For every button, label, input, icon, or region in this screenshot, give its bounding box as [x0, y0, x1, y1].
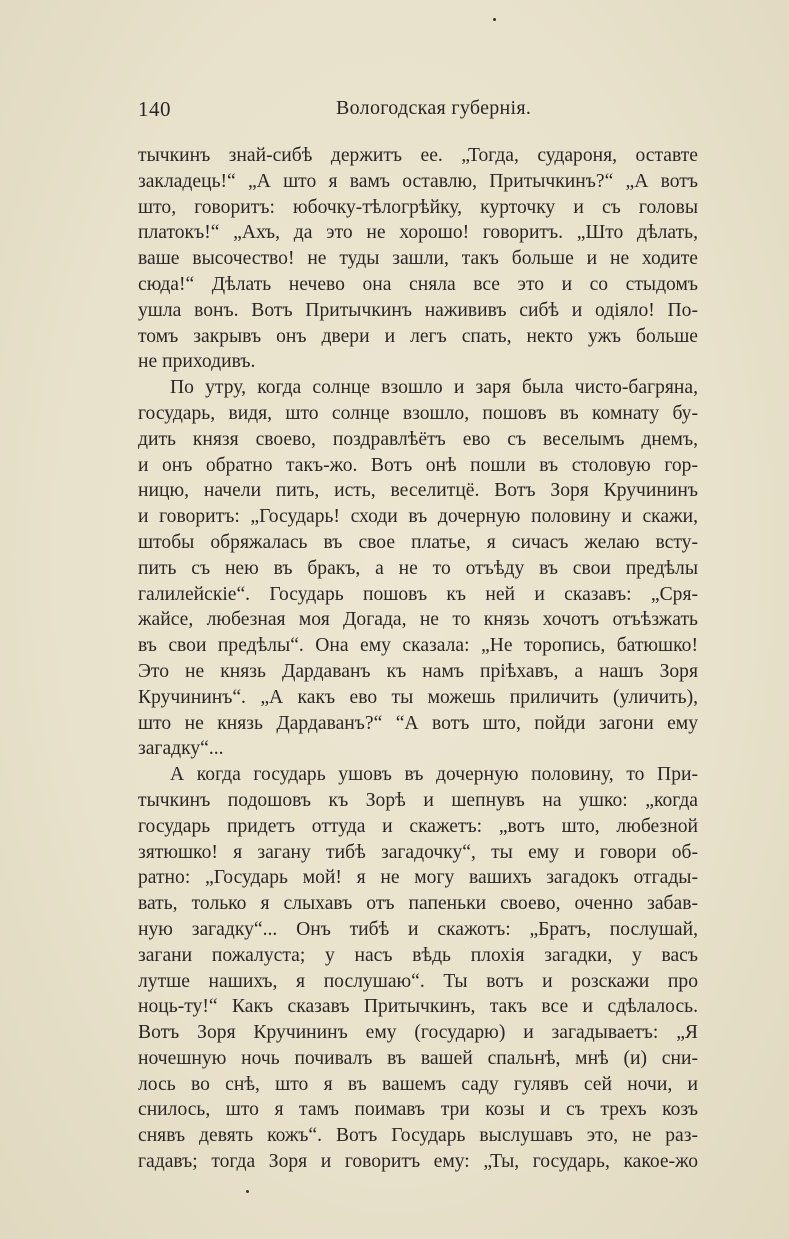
text-line: зятюшко! я загану тибѣ загадочку“, ты ему и говори об- [138, 841, 698, 863]
text-line: дить князя своево, поздравлѣётъ ево съ веселымъ днемъ, [138, 428, 698, 450]
text-line: Это не князь Дардаванъ къ намъ пріѣхавъ, а нашъ Зоря [138, 660, 698, 682]
text-line: закладець!“ „А што я вамъ оставлю, Притычкинъ?“ „А вотъ [138, 170, 698, 192]
text-line: вать, только я слыхавъ отъ папеньки своево, оченно забав- [138, 893, 698, 915]
page-number: 140 [138, 97, 171, 121]
text-line: што не князь Дардаванъ?“ “А вотъ што, пойди загони ему [138, 712, 698, 734]
text-line: галилейскіе“. Государь пошовъ къ ней и сказавъ: „Сря- [138, 583, 698, 605]
text-line: снилось, што я тамъ поимавъ три козы и съ трехъ козъ [138, 1099, 698, 1121]
text-line: штобы обряжалась въ свое платье, я сичасъ желаю всту- [138, 531, 698, 553]
text-line: ратно: „Государь мой! я не могу вашихъ загадокъ отгады- [138, 867, 698, 889]
text-line: По утру, когда солнце взошло и заря была чисто-багряна, [170, 377, 698, 399]
text-line: ночешную ночь почивалъ въ вашей спальнѣ, мнѣ (и) сни- [138, 1047, 698, 1069]
text-line: ушла вонъ. Вотъ Притычкинъ нажививъ сибѣ и одіяло! По- [138, 299, 698, 321]
text-line: гадавъ; тогда Зоря и говоритъ ему: „Ты, государь, какое-жо [138, 1151, 698, 1173]
text-line: ноць-ту!“ Какъ сказавъ Притычкинъ, такъ все и сдѣлалось. [138, 996, 698, 1018]
paper-speck [493, 18, 496, 21]
text-line: А когда государь ушовъ въ дочерную половину, то При- [170, 764, 698, 786]
text-line: не приходивъ. [138, 351, 256, 373]
text-line: тычкинъ подошовъ къ Зорѣ и шепнувъ на ушко: „когда [138, 789, 698, 811]
paper-speck [246, 1190, 249, 1193]
text-line: Кручининъ“. „А какъ ево ты можешь приличить (уличить), [138, 686, 698, 708]
text-line: ную загадку“... Онъ тибѣ и скажотъ: „Братъ, послушай, [138, 918, 698, 940]
text-line: и говоритъ: „Государь! сходи въ дочерную половину и скажи, [138, 506, 698, 528]
text-line: и онъ обратно такъ-жо. Вотъ онѣ пошли въ столовую гор- [138, 454, 698, 476]
text-line: снявъ девять кожъ“. Вотъ Государь выслушавъ это, не раз- [138, 1125, 698, 1147]
text-line: ницю, начели пить, исть, веселитцё. Вотъ Зоря Кручининъ [138, 480, 698, 502]
running-title: Вологодская губернія. [336, 97, 532, 119]
text-line: платокъ!“ „Ахъ, да это не хорошо! говоритъ. „Што дѣлать, [138, 222, 698, 244]
page-header [138, 97, 698, 127]
text-line: ваше высочество! не туды зашли, такъ больше и не ходите [138, 248, 698, 270]
text-line: што, говоритъ: юбочку-тѣлогрѣйку, курточку и съ головы [138, 196, 698, 218]
text-line: лось во снѣ, што я въ вашемъ саду гулявъ сей ночи, и [138, 1073, 698, 1095]
text-line: въ свои предѣлы“. Она ему сказала: „Не торопись, батюшко! [138, 635, 698, 657]
text-line: загадку“... [138, 738, 224, 760]
text-line: томъ закрывъ онъ двери и легъ спать, некто ужъ больше [138, 325, 698, 347]
text-line: сюда!“ Дѣлать нечево она сняла все это и со стыдомъ [138, 273, 698, 295]
text-line: тычкинъ знай-сибѣ держитъ ее. „Тогда, судароня, оставте [138, 145, 698, 166]
text-line: Вотъ Зоря Кручининъ ему (государю) и загадываетъ: „Я [138, 1022, 698, 1044]
text-line: государь, видя, што солнце взошло, пошовъ въ комнату бу- [138, 402, 698, 424]
text-line: жайсе, любезная моя Догада, не то князь хочотъ отъѣзжать [138, 609, 698, 631]
text-line: государь придетъ оттуда и скажетъ: „вотъ што, любезной [138, 815, 698, 837]
text-line: лутше нашихъ, я послушаю“. Ты вотъ и розскажи про [138, 970, 698, 992]
text-line: пить съ нею въ бракъ, а не то отъѣду въ свои предѣлы [138, 557, 698, 579]
body-text [138, 143, 698, 1175]
text-line: загани пожалуста; у насъ вѣдь плохія загадки, у васъ [138, 944, 698, 966]
